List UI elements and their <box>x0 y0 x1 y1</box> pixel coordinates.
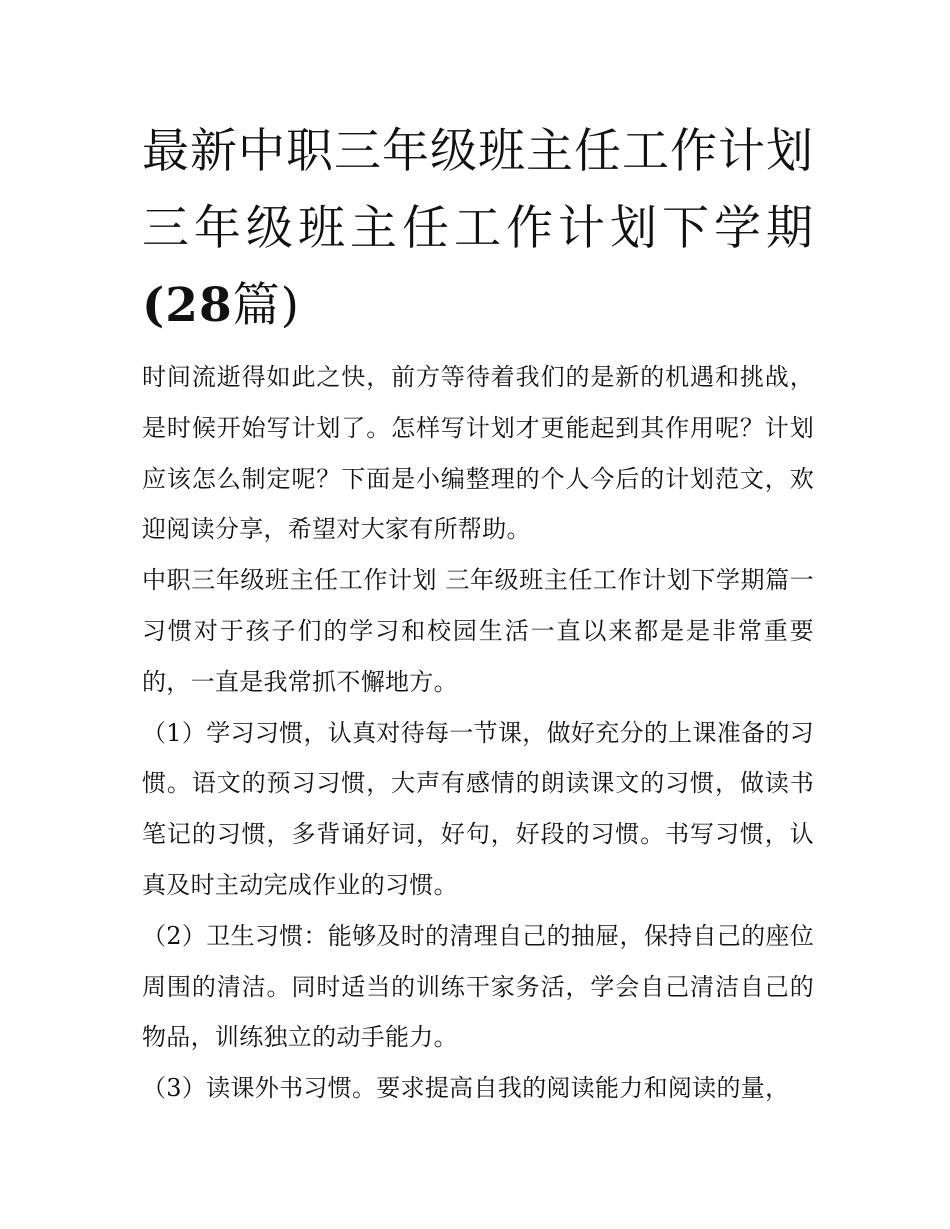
study-habits-paragraph: （1）学习习惯，认真对待每一节课，做好充分的上课准备的习惯。语文的预习习惯，大声有感情的朗读课文的习惯，做读书笔记的习惯，多背诵好词，好句，好段的习惯。书写习惯，认真及时主动完成作业的习惯。 <box>142 718 814 899</box>
reading-habits-paragraph: （3）读课外书习惯。要求提高自我的阅读能力和阅读的量， <box>142 1074 790 1103</box>
intro-paragraph: 时间流逝得如此之快，前方等待着我们的是新的机遇和挑战，是时候开始写计划了。怎样写计划才更能起到其作用呢？计划应该怎么制定呢？下面是小编整理的个人今后的计划范文，欢迎阅读分享，希望对大家有所帮助。 <box>142 363 814 544</box>
hygiene-habits-paragraph: （2）卫生习惯：能够及时的清理自己的抽屉，保持自己的座位周围的清洁。同时适当的训练干家务活，学会自己清洁自己的物品，训练独立的动手能力。 <box>142 921 814 1052</box>
section-heading-paragraph: 中职三年级班主任工作计划 三年级班主任工作计划下学期篇一 习惯对于孩子们的学习和校园生活一直以来都是是非常重要的，一直是我常抓不懈地方。 <box>142 566 814 696</box>
document-title: 最新中职三年级班主任工作计划 三年级班主任工作计划下学期(28篇) <box>142 124 814 333</box>
document-page <box>142 113 814 1114</box>
